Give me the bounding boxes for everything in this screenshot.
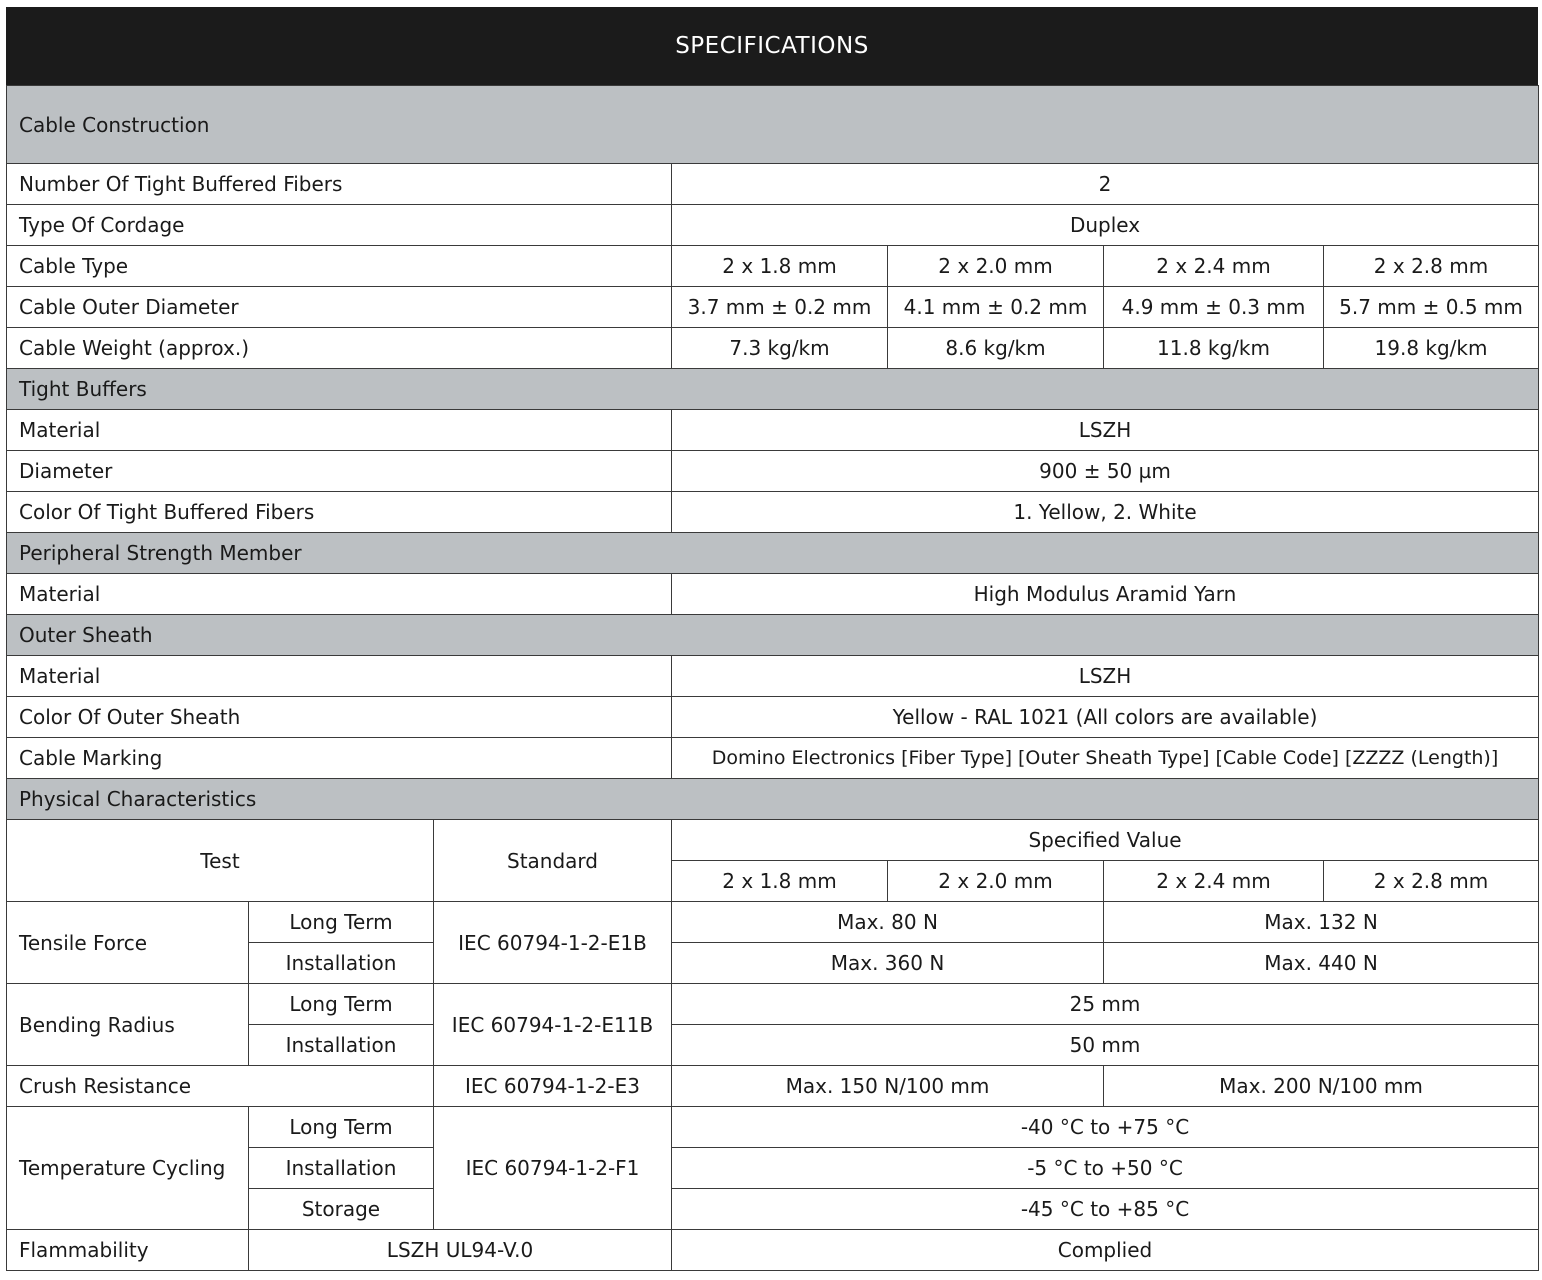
standard-value: IEC 60794-1-2-F1 (434, 1107, 672, 1230)
table-row (7, 902, 1539, 943)
standard-value: IEC 60794-1-2-E11B (434, 984, 672, 1066)
row-label: Cable Outer Diameter (7, 287, 672, 328)
row-value: LSZH (672, 656, 1539, 697)
spec-value: 50 mm (672, 1025, 1539, 1066)
row-label: Cable Weight (approx.) (7, 328, 672, 369)
spec-value: Max. 200 N/100 mm (1104, 1066, 1539, 1107)
test-label: Flammability (7, 1230, 249, 1271)
cable-type-value: 2 x 2.0 mm (888, 246, 1104, 287)
row-label: Type Of Cordage (7, 205, 672, 246)
table-row (7, 1230, 1539, 1271)
spec-value: -40 °C to +75 °C (672, 1107, 1539, 1148)
outer-diameter-value: 3.7 mm ± 0.2 mm (672, 287, 888, 328)
row-value: Duplex (672, 205, 1539, 246)
table-row (7, 820, 1539, 861)
section-physical-characteristics: Physical Characteristics (7, 779, 1539, 820)
table-row (7, 410, 1539, 451)
row-label: Number Of Tight Buffered Fibers (7, 164, 672, 205)
condition-label: Long Term (249, 902, 434, 943)
table-row (7, 246, 1539, 287)
row-label: Color Of Tight Buffered Fibers (7, 492, 672, 533)
spec-value: 25 mm (672, 984, 1539, 1025)
row-label: Cable Type (7, 246, 672, 287)
table-row (7, 451, 1539, 492)
cable-type-value: 2 x 2.8 mm (1324, 246, 1539, 287)
section-peripheral-strength-member: Peripheral Strength Member (7, 533, 1539, 574)
weight-value: 7.3 kg/km (672, 328, 888, 369)
row-value: 2 (672, 164, 1539, 205)
test-label: Crush Resistance (7, 1066, 434, 1107)
type-header: 2 x 2.8 mm (1324, 861, 1539, 902)
spec-value: Complied (672, 1230, 1539, 1271)
cable-type-value: 2 x 2.4 mm (1104, 246, 1324, 287)
standard-value: IEC 60794-1-2-E1B (434, 902, 672, 984)
condition-label: Installation (249, 1025, 434, 1066)
section-row (7, 369, 1539, 410)
standard-value: IEC 60794-1-2-E3 (434, 1066, 672, 1107)
row-label: Color Of Outer Sheath (7, 697, 672, 738)
row-value: 900 ± 50 µm (672, 451, 1539, 492)
specifications-sheet (6, 7, 1538, 1271)
standard-header: Standard (434, 820, 672, 902)
table-row (7, 328, 1539, 369)
row-value: Yellow - RAL 1021 (All colors are available) (672, 697, 1539, 738)
section-row (7, 86, 1539, 164)
table-row (7, 1107, 1539, 1148)
test-label: Temperature Cycling (7, 1107, 249, 1230)
standard-value: LSZH UL94-V.0 (249, 1230, 672, 1271)
table-row (7, 1066, 1539, 1107)
weight-value: 11.8 kg/km (1104, 328, 1324, 369)
section-row (7, 779, 1539, 820)
row-label: Material (7, 656, 672, 697)
cable-type-value: 2 x 1.8 mm (672, 246, 888, 287)
spec-value: Max. 132 N (1104, 902, 1539, 943)
spec-value: Max. 80 N (672, 902, 1104, 943)
table-row (7, 574, 1539, 615)
spec-value: -45 °C to +85 °C (672, 1189, 1539, 1230)
outer-diameter-value: 5.7 mm ± 0.5 mm (1324, 287, 1539, 328)
condition-label: Storage (249, 1189, 434, 1230)
table-row (7, 205, 1539, 246)
specified-value-header: Specified Value (672, 820, 1539, 861)
spec-value: Max. 360 N (672, 943, 1104, 984)
row-label: Material (7, 410, 672, 451)
row-label: Diameter (7, 451, 672, 492)
row-label: Material (7, 574, 672, 615)
row-label: Cable Marking (7, 738, 672, 779)
section-outer-sheath: Outer Sheath (7, 615, 1539, 656)
row-value: LSZH (672, 410, 1539, 451)
table-row (7, 984, 1539, 1025)
specifications-table (6, 85, 1539, 1271)
section-tight-buffers: Tight Buffers (7, 369, 1539, 410)
row-value: 1. Yellow, 2. White (672, 492, 1539, 533)
spec-value: -5 °C to +50 °C (672, 1148, 1539, 1189)
outer-diameter-value: 4.9 mm ± 0.3 mm (1104, 287, 1324, 328)
table-row (7, 738, 1539, 779)
spec-value: Max. 440 N (1104, 943, 1539, 984)
condition-label: Installation (249, 943, 434, 984)
outer-diameter-value: 4.1 mm ± 0.2 mm (888, 287, 1104, 328)
test-label: Bending Radius (7, 984, 249, 1066)
weight-value: 19.8 kg/km (1324, 328, 1539, 369)
row-value: High Modulus Aramid Yarn (672, 574, 1539, 615)
row-value: Domino Electronics [Fiber Type] [Outer Sheath Type] [Cable Code] [ZZZZ (Length)] (672, 738, 1539, 779)
table-row (7, 287, 1539, 328)
type-header: 2 x 2.4 mm (1104, 861, 1324, 902)
spec-value: Max. 150 N/100 mm (672, 1066, 1104, 1107)
section-row (7, 615, 1539, 656)
table-row (7, 164, 1539, 205)
weight-value: 8.6 kg/km (888, 328, 1104, 369)
table-row (7, 492, 1539, 533)
condition-label: Installation (249, 1148, 434, 1189)
type-header: 2 x 1.8 mm (672, 861, 888, 902)
condition-label: Long Term (249, 1107, 434, 1148)
specifications-title: SPECIFICATIONS (6, 7, 1538, 85)
table-row (7, 697, 1539, 738)
condition-label: Long Term (249, 984, 434, 1025)
section-cable-construction: Cable Construction (7, 86, 1539, 164)
test-label: Tensile Force (7, 902, 249, 984)
section-row (7, 533, 1539, 574)
table-row (7, 656, 1539, 697)
test-header: Test (7, 820, 434, 902)
type-header: 2 x 2.0 mm (888, 861, 1104, 902)
